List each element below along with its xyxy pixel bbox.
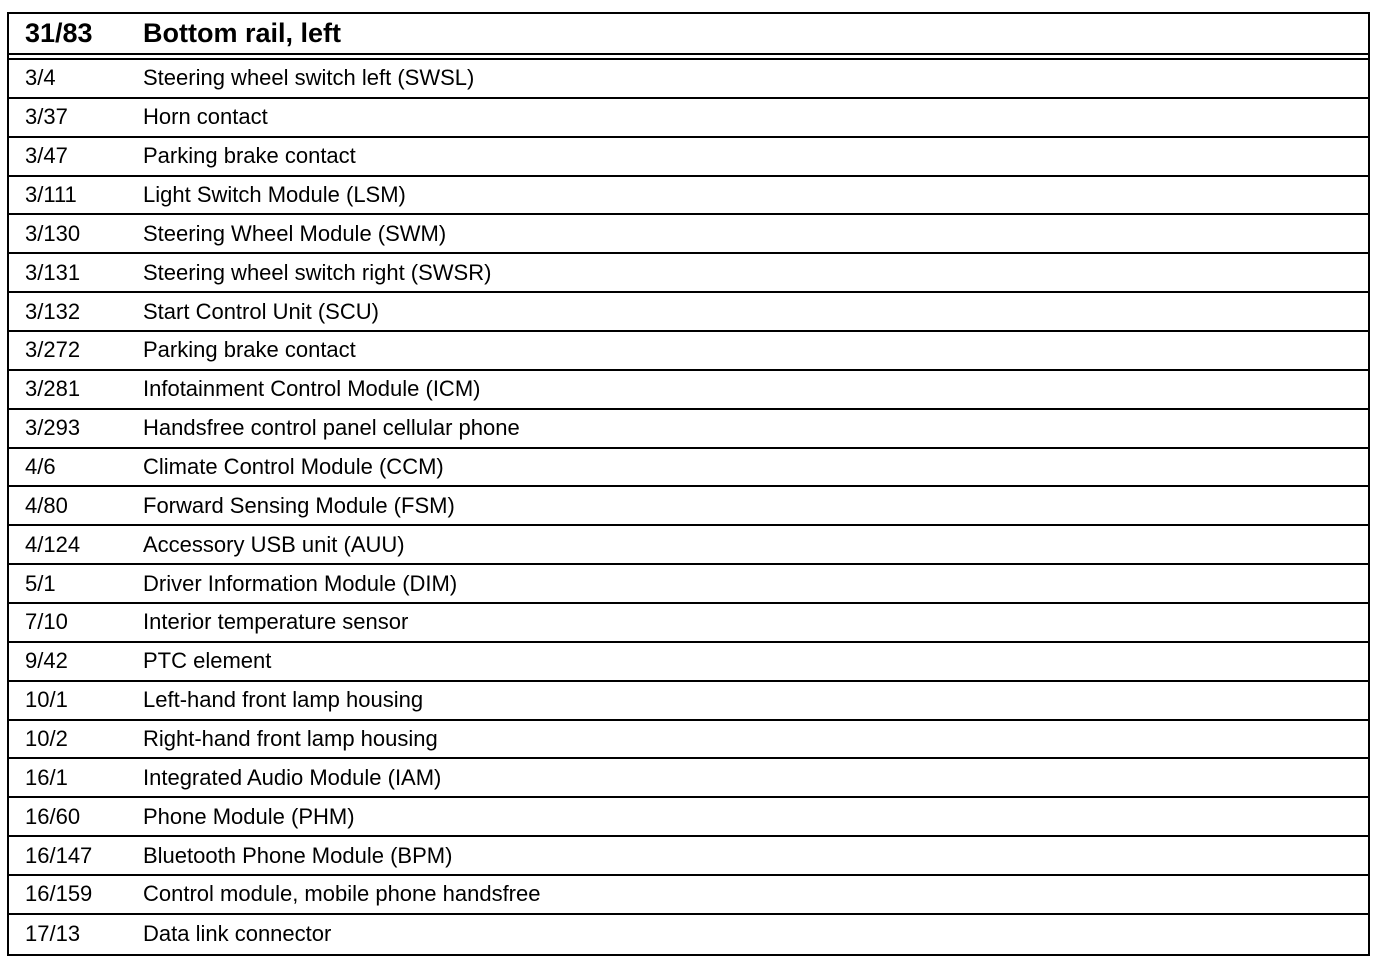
- table-row: [9, 293, 1368, 332]
- row-description: Accessory USB unit (AUU): [143, 531, 405, 557]
- table-row: [9, 526, 1368, 565]
- row-code: 16/1: [25, 764, 68, 790]
- table-row: [9, 759, 1368, 798]
- table-row: [9, 682, 1368, 721]
- table-row: [9, 837, 1368, 876]
- row-description: Bluetooth Phone Module (BPM): [143, 842, 453, 868]
- table-row: [9, 721, 1368, 760]
- row-code: 4/6: [25, 454, 56, 480]
- row-description: Interior temperature sensor: [143, 609, 409, 635]
- row-description: Climate Control Module (CCM): [143, 454, 444, 480]
- table-row: [9, 915, 1368, 954]
- row-description: Steering wheel switch left (SWSL): [143, 65, 475, 91]
- row-code: 10/2: [25, 726, 68, 752]
- row-code: 3/4: [25, 65, 56, 91]
- component-table: [7, 12, 1370, 956]
- row-code: 17/13: [25, 921, 81, 947]
- table-row: [9, 487, 1368, 526]
- row-description: Driver Information Module (DIM): [143, 570, 458, 596]
- row-description: Steering Wheel Module (SWM): [143, 220, 447, 246]
- row-code: 4/124: [25, 531, 81, 557]
- row-code: 3/47: [25, 143, 68, 169]
- row-description: Horn contact: [143, 104, 268, 130]
- table-row: [9, 798, 1368, 837]
- table-row: [9, 60, 1368, 99]
- row-description: Right-hand front lamp housing: [143, 726, 438, 752]
- table-row: [9, 604, 1368, 643]
- row-description: Parking brake contact: [143, 143, 356, 169]
- header-title: Bottom rail, left: [143, 18, 342, 48]
- row-description: Light Switch Module (LSM): [143, 182, 406, 207]
- row-code: 4/80: [25, 492, 68, 518]
- row-code: 3/37: [25, 104, 68, 130]
- row-code: 3/272: [25, 337, 81, 363]
- row-description: Integrated Audio Module (IAM): [143, 764, 442, 790]
- table-row: [9, 410, 1368, 449]
- row-description: Steering wheel switch right (SWSR): [143, 259, 492, 285]
- table-row: [9, 177, 1368, 216]
- row-code: 3/132: [25, 298, 81, 324]
- row-code: 3/281: [25, 376, 81, 402]
- table-row: [9, 371, 1368, 410]
- row-code: 3/293: [25, 415, 81, 441]
- header-code: 31/83: [25, 18, 93, 48]
- row-code: 3/130: [25, 220, 81, 246]
- row-description: Left-hand front lamp housing: [143, 687, 424, 713]
- table-row: [9, 254, 1368, 293]
- table-row: [9, 138, 1368, 177]
- table-row: [9, 332, 1368, 371]
- table-row: [9, 876, 1368, 915]
- table-body: [9, 60, 1368, 954]
- row-code: 16/147: [25, 842, 93, 868]
- table-row: [9, 643, 1368, 682]
- row-code: 3/131: [25, 259, 81, 285]
- row-description: Parking brake contact: [143, 337, 356, 363]
- row-code: 7/10: [25, 609, 68, 635]
- row-description: Data link connector: [143, 921, 332, 947]
- row-code: 5/1: [25, 570, 56, 596]
- table-row: [9, 565, 1368, 604]
- row-description: Control module, mobile phone handsfree: [143, 881, 541, 907]
- row-code: 16/60: [25, 803, 81, 829]
- row-description: Phone Module (PHM): [143, 803, 355, 829]
- row-description: Forward Sensing Module (FSM): [143, 492, 455, 518]
- table-row: [9, 99, 1368, 138]
- row-description: Handsfree control panel cellular phone: [143, 415, 520, 441]
- row-description: Start Control Unit (SCU): [143, 298, 379, 324]
- row-description: Infotainment Control Module (ICM): [143, 376, 481, 402]
- row-code: 3/111: [25, 182, 77, 207]
- row-code: 9/42: [25, 648, 68, 674]
- row-code: 10/1: [25, 687, 68, 713]
- table-header: [9, 14, 1368, 55]
- table-row: [9, 215, 1368, 254]
- table-row: [9, 449, 1368, 488]
- row-code: 16/159: [25, 881, 93, 907]
- row-description: PTC element: [143, 648, 272, 674]
